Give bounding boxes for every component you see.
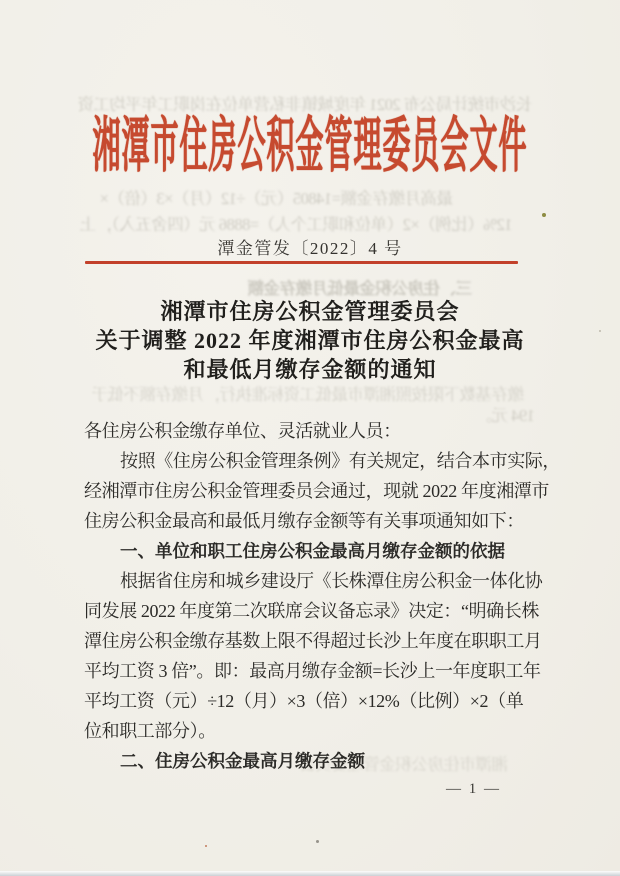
body-text-line: 同发展 2022 年度第二次联席会议备忘录》决定：“明确长株 <box>84 601 539 621</box>
bleedthrough-text: 三、住房公积金最低月缴存金额 <box>248 279 472 298</box>
letterhead-divider-line <box>85 261 518 264</box>
body-text-line: 潭住房公积金缴存基数上限不得超过长沙上年度在职职工月 <box>84 631 542 651</box>
document-letterhead <box>0 114 620 184</box>
bleedthrough-text: 缴存基数下限按照湘潭市最低工资标准执行，月缴存额不低于 <box>92 385 524 404</box>
document-reference-number: 潭金管发〔2022〕4 号 <box>217 239 403 258</box>
document-title-line-3: 和最低月缴存金额的通知 <box>183 357 437 382</box>
bleedthrough-text: 长沙市统计局公布 2021 年度城镇非私营单位在岗职工年平均工资 <box>78 95 533 114</box>
letterhead-org-title: 湘潭市住房公积金管理委员会文件 <box>92 114 528 182</box>
page-number: — 1 — <box>446 781 501 797</box>
body-text-line: 住房公积金最高和最低月缴存金额等有关事项通知如下： <box>84 511 524 531</box>
body-text-line: 各住房公积金缴存单位、灵活就业人员： <box>84 421 401 441</box>
bleedthrough-text: 湘潭市住房公积金管理委员会 <box>300 755 508 774</box>
scan-speck <box>599 330 601 332</box>
body-text-line: 根据省住房和城乡建设厅《长株潭住房公积金一体化协 <box>120 571 543 591</box>
document-title <box>0 297 620 384</box>
bleedthrough-text: 194 元。 <box>476 406 535 425</box>
body-text-line: 平均工资（元）÷12（月）×3（倍）×12%（比例）×2（单 <box>84 691 524 711</box>
document-title-line-2: 关于调整 2022 年度湘潭市住房公积金最高 <box>95 328 525 353</box>
body-text-line: 位和职工部分）。 <box>84 721 216 741</box>
bleedthrough-text: 最高月缴存金额=14805（元）÷12（月）×3（倍）× <box>100 189 453 208</box>
body-text-line: 一、单位和职工住房公积金最高月缴存金额的依据 <box>120 541 505 561</box>
scan-speck <box>316 840 319 843</box>
body-text-line: 二、住房公积金最高月缴存金额 <box>120 751 365 771</box>
scan-speck <box>205 845 207 847</box>
document-title-line-1: 湘潭市住房公积金管理委员会 <box>160 299 460 324</box>
bleedthrough-text: 12%（比例）×2（单位和职工个人）=8886 元（四舍五入），上 <box>80 215 513 234</box>
body-text-line: 平均工资 3 倍”。即：最高月缴存金额=长沙上一年度职工年 <box>84 661 541 681</box>
scanner-edge-shadow <box>0 871 620 876</box>
scan-speck <box>542 213 546 217</box>
document-body <box>84 416 560 776</box>
body-text-line: 按照《住房公积金管理条例》有关规定，结合本市实际， <box>120 451 560 471</box>
body-text-line: 经湘潭市住房公积金管理委员会通过，现就 2022 年度湘潭市 <box>84 481 549 501</box>
